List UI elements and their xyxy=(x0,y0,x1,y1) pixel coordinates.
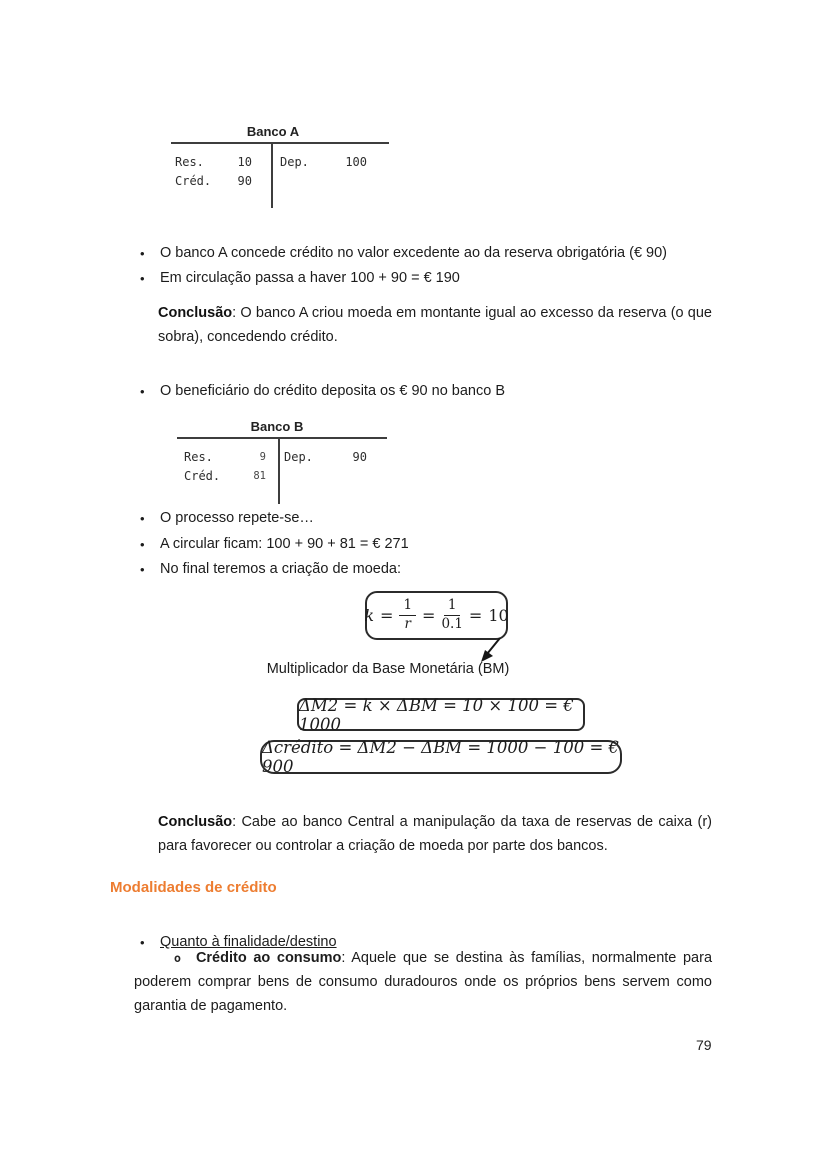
banco-b-body xyxy=(177,437,387,504)
table-row xyxy=(280,153,367,172)
list-item xyxy=(140,270,460,287)
conclusion-text: : Cabe ao banco Central a manipulação da taxa de reservas de caixa (r) para favorecer ou controlar a criação de moeda por parte dos bancos. xyxy=(158,814,712,854)
math-operator: = xyxy=(422,606,436,625)
account-value: 90 xyxy=(352,450,367,464)
banco-b-left-column xyxy=(177,439,280,504)
credit-type-label: Crédito ao consumo xyxy=(195,950,342,966)
banco-b-title: Banco B xyxy=(250,419,304,434)
banco-a-taccount xyxy=(171,124,389,208)
conclusion-label: Conclusão xyxy=(158,814,233,830)
list-item-text: O processo repete-se… xyxy=(160,510,314,526)
conclusion-paragraph-1 xyxy=(158,301,712,349)
list-item-text: Em circulação passa a haver 100 + 90 = € 190 xyxy=(160,270,460,286)
account-value: 9 xyxy=(259,451,266,463)
bullet-icon: • xyxy=(140,271,145,286)
bullet-icon: • xyxy=(140,511,145,526)
fraction-numerator: 1 xyxy=(399,598,416,616)
account-value: 10 xyxy=(237,155,252,169)
bullet-icon: • xyxy=(140,537,145,552)
math-operator: = xyxy=(468,606,483,625)
banco-b-right-column xyxy=(280,439,387,504)
list-item-text: O beneficiário do crédito deposita os € 90 no banco B xyxy=(160,383,506,399)
account-label: Dep. xyxy=(280,155,309,169)
section-heading: Modalidades de crédito xyxy=(110,879,277,896)
credit-type-text: : Aquele que se destina às famílias, normalmente para poderem comprar bens de consumo duradouros onde os próprios bens servem como garantia de pagamento. xyxy=(134,950,713,1014)
table-row xyxy=(184,467,266,486)
list-item-text: No final teremos a criação de moeda: xyxy=(160,561,401,577)
math-result: 10 xyxy=(488,606,509,625)
fraction-numerator: 1 xyxy=(444,598,461,616)
list-item xyxy=(140,510,314,527)
account-label: Dep. xyxy=(284,450,313,464)
table-row xyxy=(175,172,252,191)
k-formula-box xyxy=(365,591,508,640)
bullet-icon: • xyxy=(140,246,145,261)
circle-bullet-icon: o xyxy=(174,951,181,965)
banco-b-taccount xyxy=(177,419,387,504)
list-item xyxy=(140,245,667,262)
fraction-denominator: 0.1 xyxy=(441,616,463,632)
account-value: 81 xyxy=(253,470,266,482)
account-label: Res. xyxy=(175,155,204,169)
table-row xyxy=(184,448,266,467)
table-row xyxy=(284,448,367,467)
sub-bullet-paragraph xyxy=(134,946,712,1018)
math-operator: = xyxy=(380,606,394,625)
list-item xyxy=(140,383,505,400)
delta-credito-formula-box: Δcrédito = ΔM2 − ΔBM = 1000 − 100 = € 900 xyxy=(260,740,622,774)
list-item-text: O banco A concede crédito no valor excedente ao da reserva obrigatória (€ 90) xyxy=(160,245,668,261)
multiplier-caption: Multiplicador da Base Monetária (BM) xyxy=(266,661,510,677)
conclusion-paragraph-2 xyxy=(158,810,712,858)
list-item-text: Quanto à finalidade/destino xyxy=(160,934,337,950)
account-value: 90 xyxy=(237,174,252,188)
account-label: Créd. xyxy=(175,174,212,188)
bullet-icon: • xyxy=(140,384,145,399)
fraction xyxy=(399,598,416,632)
bullet-icon: • xyxy=(140,935,145,950)
banco-a-title: Banco A xyxy=(246,124,300,139)
account-label: Créd. xyxy=(184,469,221,483)
fraction xyxy=(441,598,462,632)
arrow-down-left-icon xyxy=(476,637,504,664)
list-item-text: A circular ficam: 100 + 90 + 81 = € 271 xyxy=(160,536,409,552)
math-var: k xyxy=(364,606,375,625)
table-row xyxy=(175,153,252,172)
banco-a-left-column xyxy=(171,144,273,208)
conclusion-label: Conclusão xyxy=(158,305,233,321)
list-item xyxy=(140,536,409,553)
account-label: Res. xyxy=(184,450,213,464)
delta-m2-formula-box: ΔM2 = k × ΔBM = 10 × 100 = € 1000 xyxy=(297,698,585,731)
banco-a-body xyxy=(171,142,389,208)
conclusion-text: : O banco A criou moeda em montante igual ao excesso da reserva (o que sobra), concedendo crédito. xyxy=(158,305,712,345)
banco-a-right-column xyxy=(273,144,389,208)
page-number: 79 xyxy=(696,1037,712,1053)
fraction-denominator: r xyxy=(404,616,411,632)
bullet-icon: • xyxy=(140,562,145,577)
account-value: 100 xyxy=(345,155,367,169)
list-item xyxy=(140,561,401,578)
